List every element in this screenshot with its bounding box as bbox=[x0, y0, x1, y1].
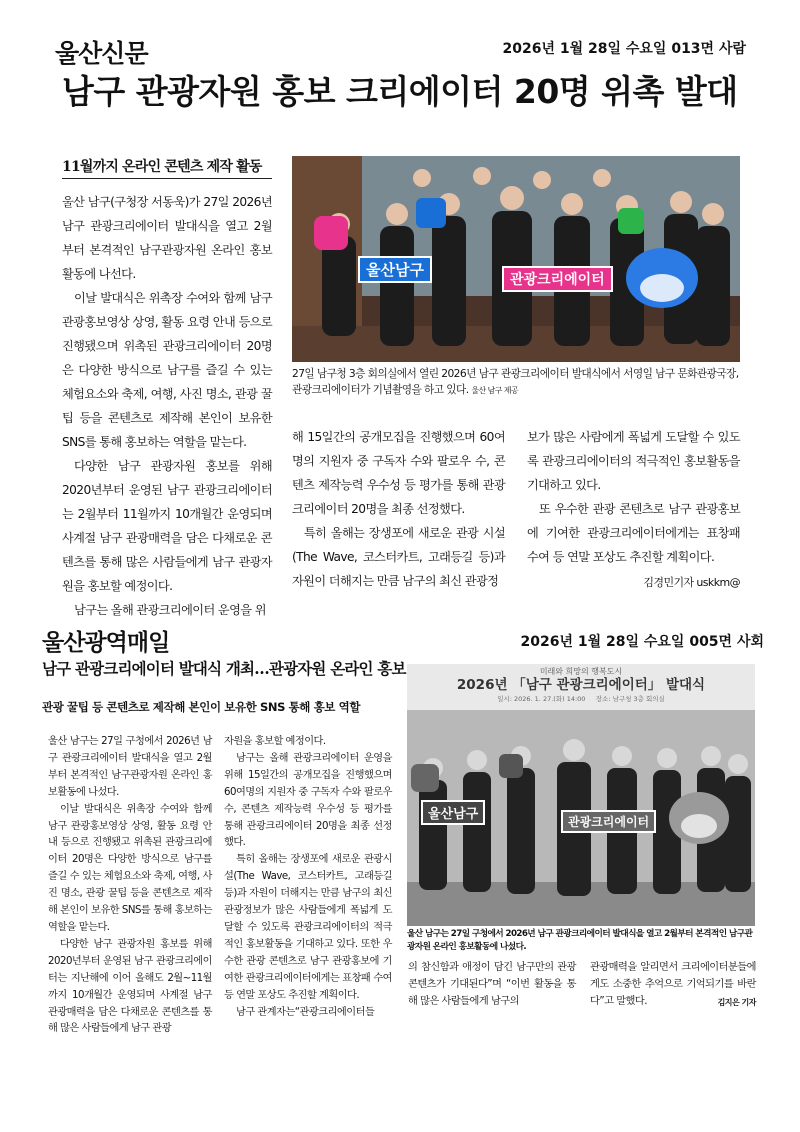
article-column-3 bbox=[527, 425, 740, 595]
article-column-3 bbox=[408, 960, 576, 1011]
paragraph: 울산 남구(구청장 서동욱)가 27일 2026년 남구 관광크리에이터 발대식을 열고 2월부터 본격적인 남구관광자원 온라인 홍보활동에 나선다. bbox=[62, 195, 272, 281]
article-column-4 bbox=[590, 960, 756, 1012]
headline: 남구 관광크리에이터 발대식 개최…관광자원 온라인 홍보 bbox=[42, 659, 406, 678]
article-column-2 bbox=[292, 425, 505, 593]
newspaper-masthead: 울산신문 bbox=[55, 39, 148, 68]
article-column-2 bbox=[224, 734, 392, 1021]
photo-caption: 울산 남구는 27일 구청에서 2026년 남구 관광크리에이터 발대식을 열고 2월부터 본격적인 남구관광자원 온라인 홍보활동에 나섰다. bbox=[407, 929, 753, 952]
paragraph: 다양한 남구 관광자원 홍보를 위해 2020년부터 운영된 남구 관광크리에이터는 2월부터 11월까지 10개월간 운영되며 사계절 남구 관광매력을 담은 다채로운 콘텐츠를 통해 많은 사람들에게 남구 관광자원을 홍보할 예정이다. bbox=[62, 459, 272, 593]
article-column-1 bbox=[48, 734, 212, 1038]
event-banner bbox=[407, 664, 755, 710]
paragraph: 이날 발대식은 위촉장 수여와 함께 남구 관광홍보영상 상영, 활동 요령 안내 등으로 진행됐으며 위촉된 관광크리에이터 20명은 다양한 방식으로 남구를 즐길 수 있는 체험요소와 축제, 여행, 사진 명소, 관광 꿀팁 등을 콘텐츠로 제작해 본인이 보유한 SNS를 통해 홍보하는 역할을 맡는다. bbox=[62, 291, 272, 449]
paragraph: 보가 많은 사람에게 폭넓게 도달할 수 있도록 관광크리에이터의 적극적인 홍보활동을 기대하고 있다. bbox=[527, 430, 740, 492]
paragraph: 특히 올해는 장생포에 새로운 관광시설(The Wave, 코스터카트, 고래등길 등)과 자원이 더해지는 만큼 남구의 최신 관광정보가 많은 사람들에게 폭넓게 도달할 수 있도록 관광크리에이터의 적극적인 홍보활동을 기대하고 있다. 또한 우수한 관광 콘텐츠로 남구 관광홍보에 기여한 관광크리에이터에게는 표창패 수여 등 연말 포상도 추진할 계획이다. bbox=[224, 854, 392, 1001]
banner-info: 일시: 2026. 1. 27.(화) 14:00 장소: 남구청 3층 회의실 bbox=[497, 695, 665, 703]
paragraph: 해 15일간의 공개모집을 진행했으며 60여명의 지원자 중 구독자 수와 팔로우 수, 콘텐츠 제작능력 우수성 등 평가를 통해 관광크리에이터 20명을 최종 선정했다. bbox=[292, 430, 505, 516]
sign-ulsan-namgu: 울산남구 bbox=[358, 256, 432, 283]
paragraph: 자원을 홍보할 예정이다. bbox=[224, 736, 326, 747]
banner-slogan: 미래와 희망의 행복도시 bbox=[539, 667, 623, 676]
subhead-rule bbox=[62, 178, 272, 179]
caption-text: 27일 남구청 3층 회의실에서 열린 2026년 남구 관광크리에이터 발대식에서 서영일 남구 문화관광국장, 관광크리에이터가 기념촬영을 하고 있다. bbox=[292, 367, 739, 396]
sign-ulsan-namgu: 울산남구 bbox=[421, 800, 485, 825]
newspaper-masthead: 울산광역매일 bbox=[42, 630, 170, 656]
paragraph: 이날 발대식은 위촉장 수여와 함께 남구 관광홍보영상 상영, 활동 요령 안내 등으로 진행됐고 위촉된 관광크리에이터 20명은 다양한 방식으로 남구를 즐길 수 있는 체험요소와 축제, 여행, 사진 명소, 관광 꿀팁 등을 콘텐츠로 제작해 본인이 보유한 SNS를 통해 홍보하는 역할을 맡는다. bbox=[48, 803, 212, 933]
byline: 김경민기자 uskkm@ bbox=[643, 576, 740, 589]
article-photo bbox=[292, 156, 740, 362]
paragraph: 의 참신함과 애정이 담긴 남구만의 관광 콘텐츠가 기대된다”며 “이번 활동을 통해 많은 사람들에게 남구의 bbox=[408, 962, 576, 1007]
byline: 김지은 기자 bbox=[717, 997, 756, 1007]
banner-title: 2026년 「남구 관광크리에이터」 발대식 bbox=[456, 677, 706, 693]
paragraph: 또 우수한 관광 콘텐츠로 남구 관광홍보에 기여한 관광크리에이터에게는 표창패 수여 등 연말 포상도 추진할 계획이다. bbox=[527, 502, 740, 564]
dateline: 2026년 1월 28일 수요일 005면 사회 bbox=[520, 634, 764, 650]
photo-caption bbox=[292, 366, 742, 399]
subheadline: 관광 꿀팁 등 콘텐츠로 제작해 본인이 보유한 SNS 통해 홍보 역할 bbox=[42, 700, 361, 714]
paragraph: 울산 남구는 27일 구청에서 2026년 남구 관광크리에이터 발대식을 열고 2월부터 본격적인 남구관광자원 온라인 홍보활동에 나섰다. bbox=[48, 736, 212, 798]
paragraph: 다양한 남구 관광자원 홍보를 위해 2020년부터 운영된 남구 관광크리에이터는 지난해에 이어 올해도 2월~11월까지 10개월간 운영되며 사계절 남구 관광매력을 담은 다채로운 콘텐츠를 통해 많은 사람들에게 남구 관광 bbox=[48, 938, 212, 1035]
sign-tourism-creator: 관광크리에이터 bbox=[561, 810, 656, 833]
sign-tourism-creator: 관광크리에이터 bbox=[502, 266, 613, 292]
headline: 남구 관광자원 홍보 크리에이터 20명 위촉 발대 bbox=[62, 72, 738, 111]
photo-credit: 울산 남구 제공 bbox=[471, 386, 518, 395]
article-column-1 bbox=[62, 190, 272, 622]
dateline: 2026년 1월 28일 수요일 013면 사람 bbox=[502, 41, 746, 57]
paragraph: 남구는 올해 관광크리에이터 운영을 위 bbox=[74, 603, 266, 617]
article-photo bbox=[407, 664, 755, 926]
paragraph: 남구 관계자는“관광크리에이터들 bbox=[236, 1006, 375, 1018]
paragraph: 남구는 올해 관광크리에이터 운영을 위해 15일간의 공개모집을 진행했으며 60여명의 지원자 중 구독자 수와 팔로우 수, 콘텐츠 제작능력 우수성 등 평가를 통해 관광크리에이터 20명을 최종 선정했다. bbox=[224, 752, 392, 849]
subheadline: 11월까지 온라인 콘텐츠 제작 활동 bbox=[62, 159, 262, 175]
paragraph: 관광매력을 알리면서 크리에이터분들에게도 소중한 추억으로 기억되기를 바란다”고 말했다. bbox=[590, 962, 756, 1007]
paragraph: 특히 올해는 장생포에 새로운 관광 시설(The Wave, 코스터카트, 고래등길 등)과 자원이 더해지는 만큼 남구의 최신 관광정 bbox=[292, 526, 505, 588]
